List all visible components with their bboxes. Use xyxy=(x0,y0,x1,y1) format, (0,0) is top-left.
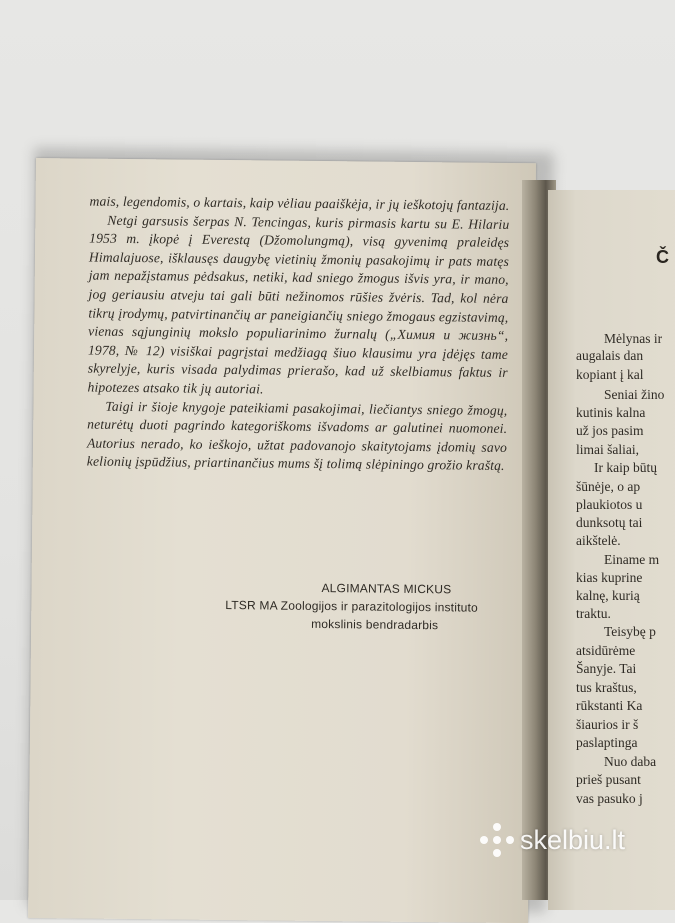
right-page-line: plaukiotos u xyxy=(576,497,643,512)
right-page-line: šūnėje, o ap xyxy=(576,479,641,494)
right-page-line: Einame m xyxy=(604,552,660,567)
right-page-line: prieš pusant xyxy=(576,772,641,787)
right-page-line: rūkstanti Ka xyxy=(576,698,643,713)
paragraph-2: Netgi garsusis šerpas N. Tencingas, kuris pirmasis kartu su E. Hilariu 1953 m. įkopė į Everestą (Džomolungmą), visą gyvenimą praleidęs Himalajuose, išklausęs daugybę vietinių žmonių pasakojimų ir pats matęs jam nepažįstamus pėdsakus, netiki, kad sniego žmogus išvis yra, ir mano, jog geriausiu atveju tai gali būti nežinomos rūšies žvėris. Tad, kol nėra tikrų įrodymų, patvirtinančių ar paneigiančių sniego žmogaus egzistavimą, vienas sąjunginių mokslo populiarinimo žurnalų („Химия и жизнь“, 1978, № 12) visiškai pagrįstai medžiagą šiuo klausimu yra įdėjęs tame skyrelyje, kuris visada palydimas prierašo, kad už skelbiamus faktus ir hipotezes atsako tik jų autoriai. xyxy=(87,212,510,397)
signature-institution: LTSR MA Zoologijos ir parazitologijos instituto xyxy=(225,598,479,615)
right-page-line: tus kraštus, xyxy=(576,680,637,695)
right-page-line: Šanyje. Tai xyxy=(576,661,637,676)
right-page-line: vas pasuko j xyxy=(576,791,643,806)
right-page-line: traktu. xyxy=(576,606,611,621)
paragraph-1: mais, legendomis, o kartais, kaip vėliau paaiškėja, ir jų ieškotojų fantazija. xyxy=(89,193,510,213)
right-page-line: kutinis kalna xyxy=(576,405,646,420)
right-page-line: augalais dan xyxy=(576,348,644,363)
watermark-text: skelbiu.lt xyxy=(520,824,626,855)
signature-name: ALGIMANTAS MICKUS xyxy=(321,581,452,597)
right-page-line: kias kuprine xyxy=(576,570,643,585)
right-book-page xyxy=(548,190,675,910)
right-page-line: Mėlynas ir xyxy=(604,331,663,346)
right-page-line: Nuo daba xyxy=(604,754,657,769)
right-page-line: Teisybę p xyxy=(604,624,656,639)
right-page-line: paslaptinga xyxy=(576,735,638,750)
right-page-line: Ir kaip būtų xyxy=(594,460,657,475)
right-page-line: aikštelė. xyxy=(576,533,621,548)
right-page-line: kopiant į kal xyxy=(576,367,644,382)
signature-role: mokslinis bendradarbis xyxy=(311,616,439,633)
right-page-line: šiaurios ir š xyxy=(576,717,639,732)
skelbiu-watermark xyxy=(480,823,625,857)
paragraph-3: Taigi ir šioje knygoje pateikiami pasakojimai, liečiantys sniego žmogų, neturėtų duoti pagrindo kategoriškoms išvadoms ar galutinei nuomonei. Autorius nerado, ko ieškojo, užtat padovanojo skaitytojams įdomių savo kelionių įspūdžius, priartinančius mums šį tolimą slėpiningo grožio kraštą. xyxy=(86,398,508,474)
right-page-line: limai šaliai, xyxy=(576,442,639,457)
chapter-heading: Č xyxy=(656,247,669,267)
skelbiu-logo-icon xyxy=(480,823,514,857)
right-page-line: kalnę, kurią xyxy=(576,588,640,603)
page-text xyxy=(87,193,510,476)
right-page-line: už jos pasim xyxy=(576,423,644,438)
right-page-line: atsidūrėme xyxy=(576,643,636,658)
right-page-line: Seniai žino xyxy=(604,387,665,402)
left-book-page xyxy=(28,158,536,923)
right-page-line: dunksotų tai xyxy=(576,515,643,530)
